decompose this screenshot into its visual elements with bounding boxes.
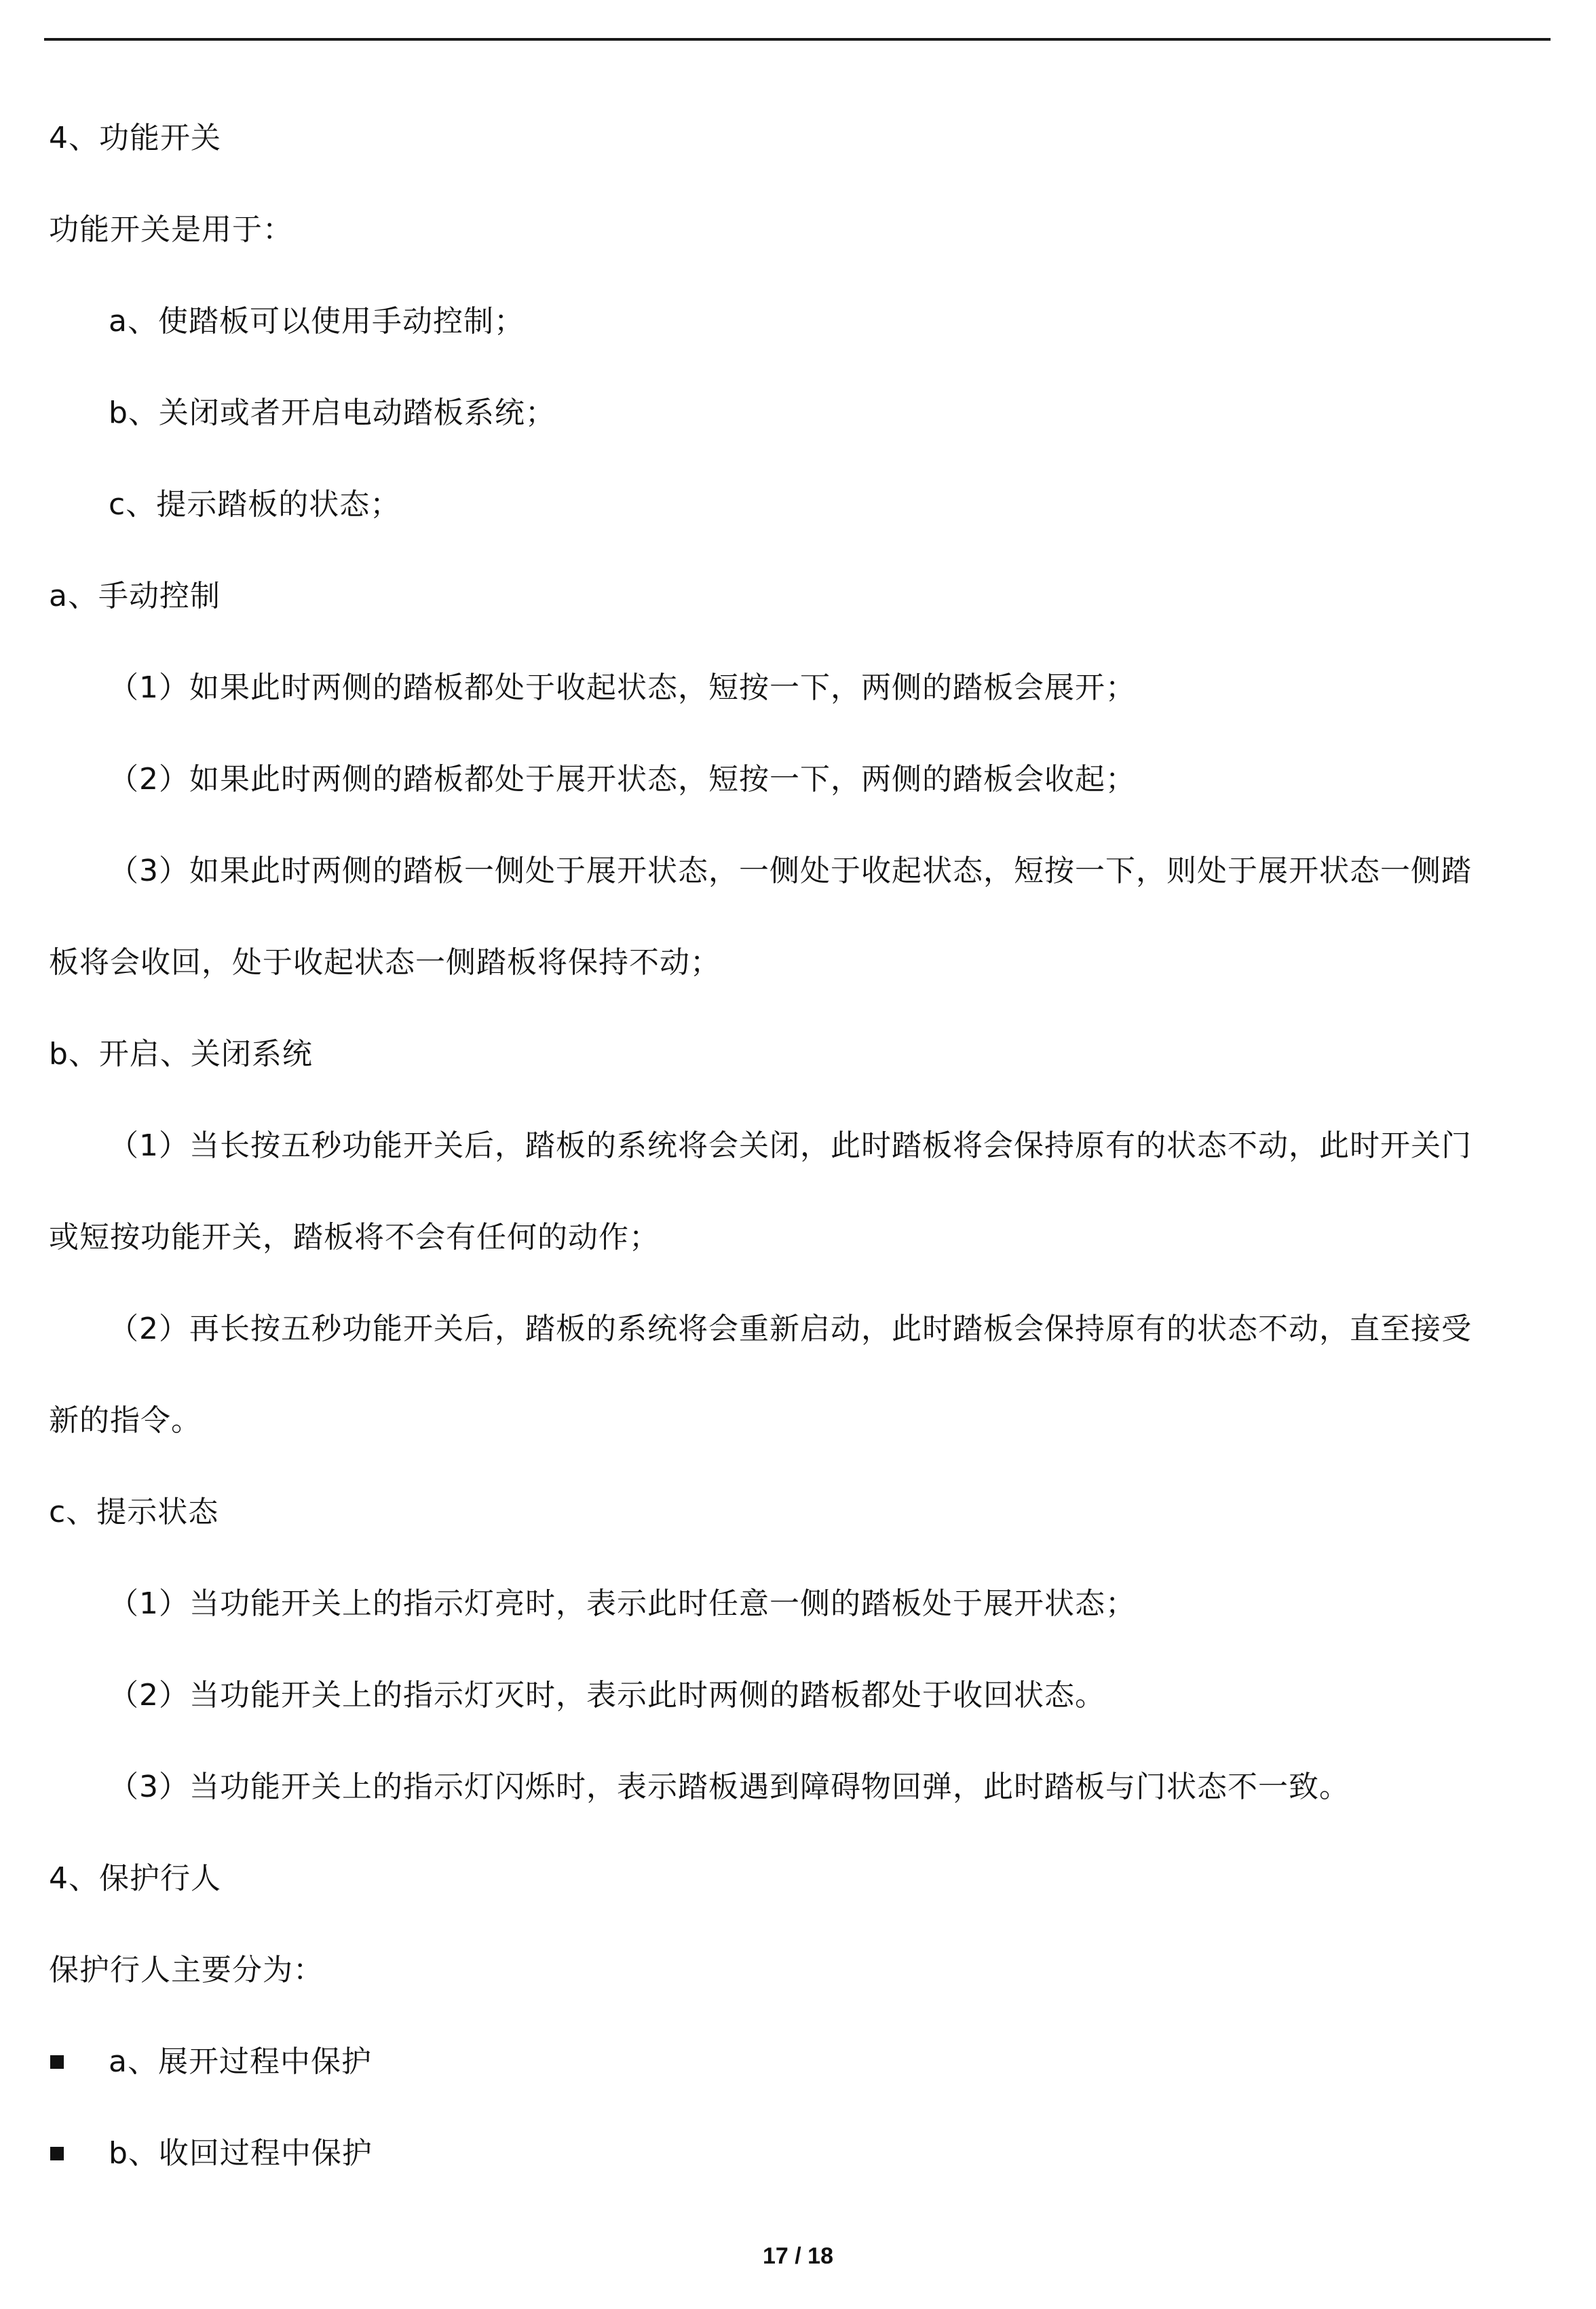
list-item-purpose-c: c、提示踏板的状态；: [109, 487, 401, 522]
subheading-system-toggle: b、开启、关闭系统: [49, 1037, 313, 1071]
system-toggle-item-1-line-1: （1）当长按五秒功能开关后，踏板的系统将会关闭，此时踏板将会保持原有的状态不动，此时开关门: [109, 1128, 1472, 1163]
page-number: 17 / 18: [763, 2243, 833, 2269]
section-heading-pedestrian-protection: 4、保护行人: [49, 1861, 221, 1896]
list-item-purpose-b: b、关闭或者开启电动踏板系统；: [109, 396, 556, 430]
status-indication-item-2: （2）当功能开关上的指示灯灭时，表示此时两侧的踏板都处于收回状态。: [109, 1678, 1105, 1713]
manual-control-item-3-line-1: （3）如果此时两侧的踏板一侧处于展开状态，一侧处于收起状态，短按一下，则处于展开状态一侧踏: [109, 854, 1472, 888]
section-heading-function-switch: 4、功能开关: [49, 121, 221, 155]
status-indication-item-3: （3）当功能开关上的指示灯闪烁时，表示踏板遇到障碍物回弹，此时踏板与门状态不一致。: [109, 1770, 1350, 1804]
manual-control-item-1: （1）如果此时两侧的踏板都处于收起状态，短按一下，两侧的踏板会展开；: [109, 670, 1136, 705]
header-rule: [44, 38, 1551, 41]
list-item-purpose-a: a、使踏板可以使用手动控制；: [109, 304, 525, 339]
system-toggle-item-2-line-2: 新的指令。: [49, 1403, 202, 1438]
subheading-status-indication: c、提示状态: [49, 1495, 219, 1529]
system-toggle-item-2-line-1: （2）再长按五秒功能开关后，踏板的系统将会重新启动，此时踏板会保持原有的状态不动，直至接受: [109, 1312, 1472, 1346]
system-toggle-item-1-line-2: 或短按功能开关，踏板将不会有任何的动作；: [49, 1220, 660, 1255]
manual-control-item-2: （2）如果此时两侧的踏板都处于展开状态，短按一下，两侧的踏板会收起；: [109, 762, 1136, 797]
paragraph-intro-function-switch: 功能开关是用于：: [49, 212, 293, 247]
manual-control-item-3-line-2: 板将会收回，处于收起状态一侧踏板将保持不动；: [49, 945, 721, 980]
square-bullet-icon: [50, 2055, 64, 2069]
subheading-manual-control: a、手动控制: [49, 579, 221, 613]
status-indication-item-1: （1）当功能开关上的指示灯亮时，表示此时任意一侧的踏板处于展开状态；: [109, 1586, 1136, 1621]
bullet-item-expand-protection: a、展开过程中保护: [109, 2044, 372, 2079]
square-bullet-icon: [50, 2147, 64, 2160]
bullet-item-retract-protection: b、收回过程中保护: [109, 2136, 373, 2171]
paragraph-intro-pedestrian-protection: 保护行人主要分为：: [49, 1953, 324, 1987]
